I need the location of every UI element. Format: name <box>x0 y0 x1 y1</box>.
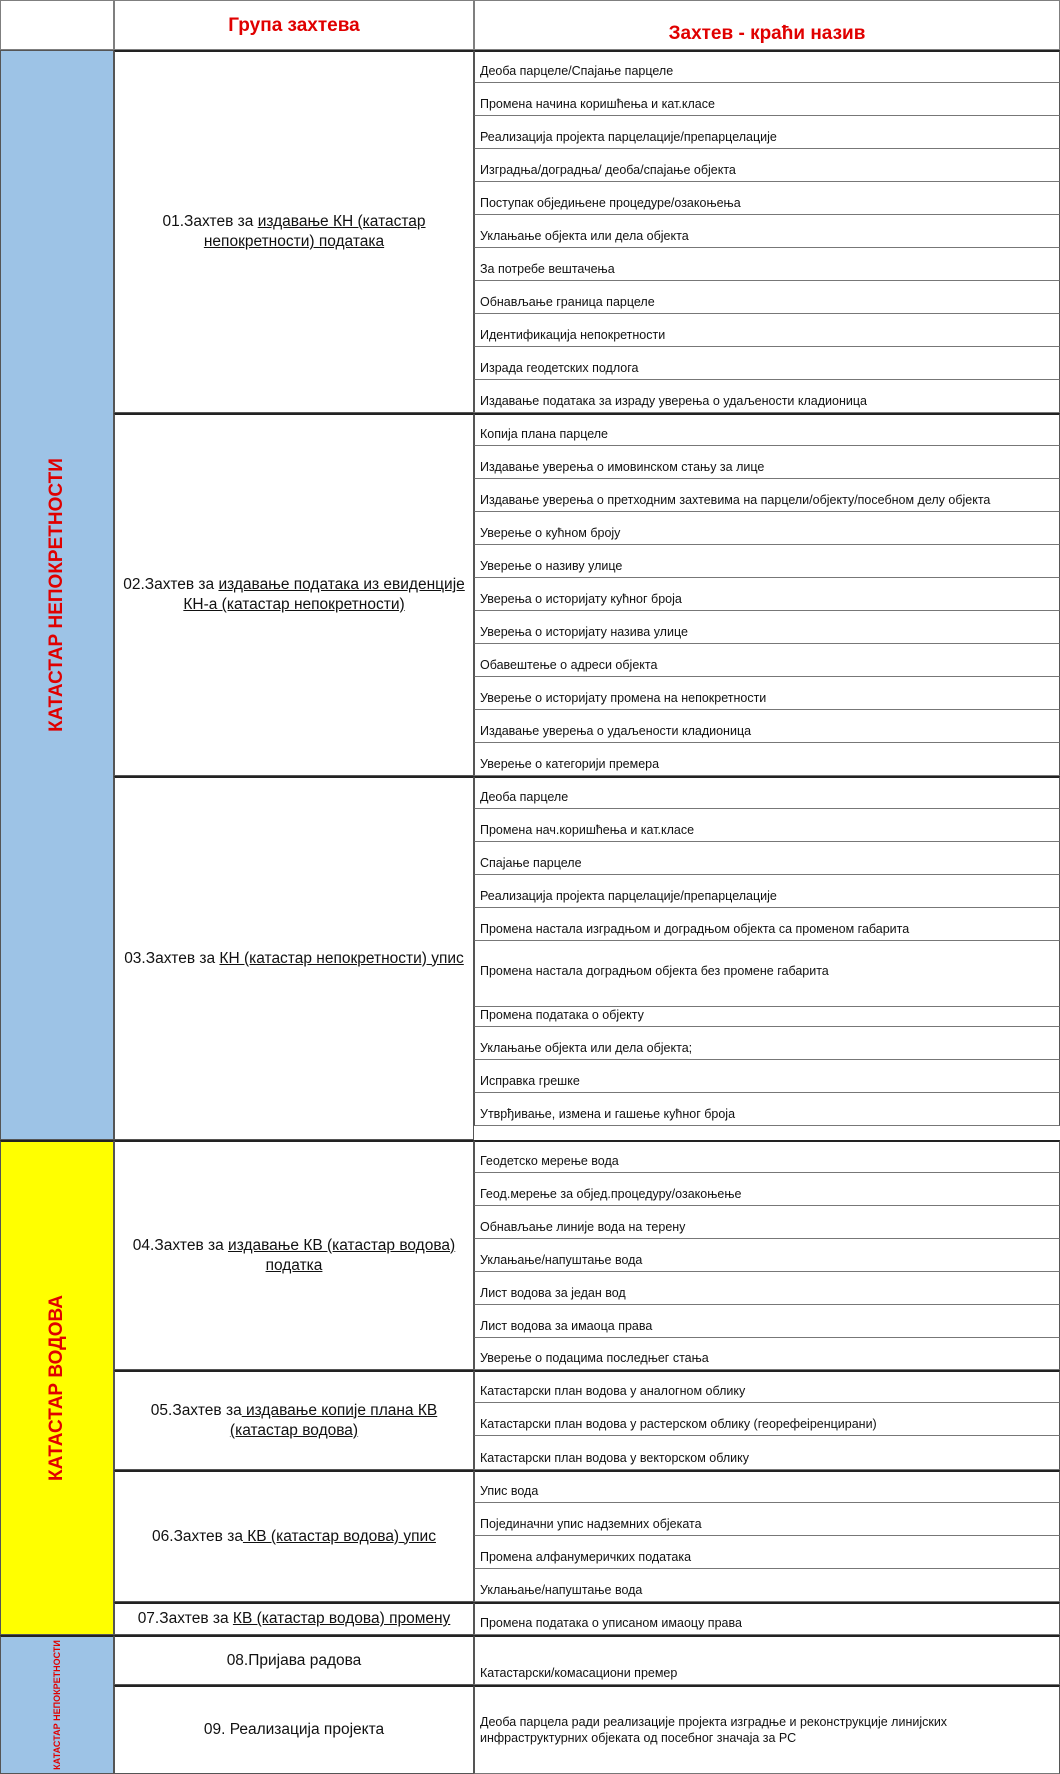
request-item: Катастарски/комасациони премер <box>474 1635 1060 1685</box>
request-item: Спајање парцеле <box>474 842 1060 875</box>
request-item: Уклањање објекта или дела објекта <box>474 215 1060 248</box>
request-group-cell <box>114 1602 474 1635</box>
request-group-title <box>123 1401 465 1441</box>
group-link[interactable]: КВ (катастар водова) промену <box>232 1610 451 1627</box>
request-item: Поступак обједињене процедуре/озакоњења <box>474 182 1060 215</box>
request-group-title <box>124 949 464 969</box>
request-group-cell <box>114 1685 474 1774</box>
request-item: Копија плана парцеле <box>474 413 1060 446</box>
request-group-cell <box>114 776 474 1140</box>
header-request-column: Захтев - краћи назив <box>474 0 1060 50</box>
request-item: Упис вода <box>474 1470 1060 1503</box>
group-prefix: 02.Захтев за <box>123 576 219 593</box>
request-group-cell <box>114 413 474 776</box>
category-band <box>0 50 114 1140</box>
request-item: Реализација пројекта парцелације/препарцелације <box>474 116 1060 149</box>
request-group-title <box>227 1651 362 1671</box>
request-item: Геод.мерење за објед.процедуру/озакоњење <box>474 1173 1060 1206</box>
request-item: Деоба парцела ради реализације пројекта изградње и реконструкције линијских инфраструктурних објеката од посебног значаја за РС <box>474 1685 1060 1774</box>
request-item: Промена настала изградњом и доградњом објекта са променом габарита <box>474 908 1060 941</box>
request-item: Промена нач.коришћења и кат.класе <box>474 809 1060 842</box>
request-item: Обнављање граница парцеле <box>474 281 1060 314</box>
group-prefix: 04.Захтев за <box>132 1236 229 1254</box>
request-item: Издавање података за израду уверења о удаљености кладионица <box>474 380 1060 413</box>
category-band <box>0 1140 114 1635</box>
category-band-label: КАТАСТАР ВОДОВА <box>46 1295 68 1481</box>
request-item: Уверење о историјату промена на непокретности <box>474 677 1060 710</box>
group-prefix: 05.Захтев за <box>150 1401 242 1419</box>
request-item: Издавање уверења о удаљености кладионица <box>474 710 1060 743</box>
request-item: Идентификација непокретности <box>474 314 1060 347</box>
group-link[interactable]: издавање КН (катастар непокретности) података <box>203 213 426 250</box>
request-item: Уверења о историјату кућног броја <box>474 578 1060 611</box>
request-item: Израда геодетских подлога <box>474 347 1060 380</box>
group-prefix: 03.Захтев за <box>124 949 220 967</box>
request-item: Уверење о називу улице <box>474 545 1060 578</box>
request-item: Катастарски план водова у векторском облику <box>474 1436 1060 1470</box>
request-group-title <box>123 1236 465 1276</box>
request-item: Уклањање/напуштање вода <box>474 1239 1060 1272</box>
group-link[interactable]: КН (катастар непокретности) упис <box>219 949 464 967</box>
group-prefix: 08.Пријава радова <box>226 1651 362 1669</box>
request-item: За потребе вештачења <box>474 248 1060 281</box>
request-item: Уверења о историјату назива улице <box>474 611 1060 644</box>
group-link[interactable]: КВ (катастар водова) упис <box>242 1527 436 1545</box>
request-group-title <box>152 1527 436 1547</box>
request-item: Катастарски план водова у растерском облику (георефеiренцирани) <box>474 1403 1060 1436</box>
request-group-cell <box>114 1370 474 1470</box>
request-group-cell <box>114 50 474 413</box>
request-item: Деоба парцеле/Спајање парцеле <box>474 50 1060 83</box>
request-item: Промена података о објекту <box>474 1007 1060 1027</box>
request-item: Издавање уверења о имовинском стању за лице <box>474 446 1060 479</box>
group-prefix: 06.Захтев за <box>152 1527 243 1545</box>
request-item: Исправка грешке <box>474 1060 1060 1093</box>
request-item: Геодетско мерење вода <box>474 1140 1060 1173</box>
request-item: Лист водова за један вод <box>474 1272 1060 1305</box>
request-group-title <box>123 575 465 615</box>
request-item: Утврђивање, измена и гашење кућног броја <box>474 1093 1060 1126</box>
request-item: Издавање уверења о претходним захтевима на парцели/објекту/посебном делу објекта <box>474 479 1060 512</box>
request-item: Реализација пројекта парцелације/препарцелације <box>474 875 1060 908</box>
request-item: Промена алфанумеричких података <box>474 1536 1060 1569</box>
request-group-title <box>204 1720 384 1740</box>
request-item: Уклањање објекта или дела објекта; <box>474 1027 1060 1060</box>
request-group-title <box>138 1609 451 1629</box>
request-item: Катастарски план водова у аналогном облику <box>474 1370 1060 1403</box>
request-group-title <box>123 212 465 252</box>
category-band <box>0 1635 114 1774</box>
request-item: Уверење о категорији премера <box>474 743 1060 776</box>
request-group-cell <box>114 1470 474 1602</box>
header-corner-cell <box>0 0 114 50</box>
request-item: Уклањање/напуштање вода <box>474 1569 1060 1602</box>
request-group-cell <box>114 1635 474 1685</box>
request-item: Обавештење о адреси објекта <box>474 644 1060 677</box>
request-item: Уверење о кућном броју <box>474 512 1060 545</box>
request-item: Уверење о подацима последњег стања <box>474 1338 1060 1370</box>
category-band-label: КАТАСТАР НЕПОКРЕТНОСТИ <box>46 458 67 732</box>
request-item: Изградња/доградња/ деоба/спајање објекта <box>474 149 1060 182</box>
request-item: Појединачни упис надземних објеката <box>474 1503 1060 1536</box>
header-group-column: Група захтева <box>114 0 474 50</box>
group-prefix: 01.Захтев за <box>162 213 258 230</box>
request-item: Промена настала доградњом објекта без промене габарита <box>474 941 1060 1007</box>
request-item: Обнављање линије вода на терену <box>474 1206 1060 1239</box>
request-item: Промена начина коришћења и кат.класе <box>474 83 1060 116</box>
group-prefix: 09. Реализација пројекта <box>203 1721 385 1738</box>
request-group-cell <box>114 1140 474 1370</box>
group-link[interactable]: издавање КВ (катастар водова) податка <box>228 1236 456 1274</box>
category-band-label: КАТАСТАР НЕПОКРЕТНОСТИ <box>52 1640 63 1770</box>
group-link[interactable]: издавање података из евиденције КН-а (катастар непокретности) <box>183 576 465 613</box>
request-item: Лист водова за имаоца права <box>474 1305 1060 1338</box>
group-link[interactable]: издавање копије плана КВ (катастар водова) <box>229 1401 438 1439</box>
request-item: Деоба парцеле <box>474 776 1060 809</box>
group-prefix: 07.Захтев за <box>137 1610 233 1627</box>
request-item: Промена података о уписаном имаоцу права <box>474 1602 1060 1635</box>
